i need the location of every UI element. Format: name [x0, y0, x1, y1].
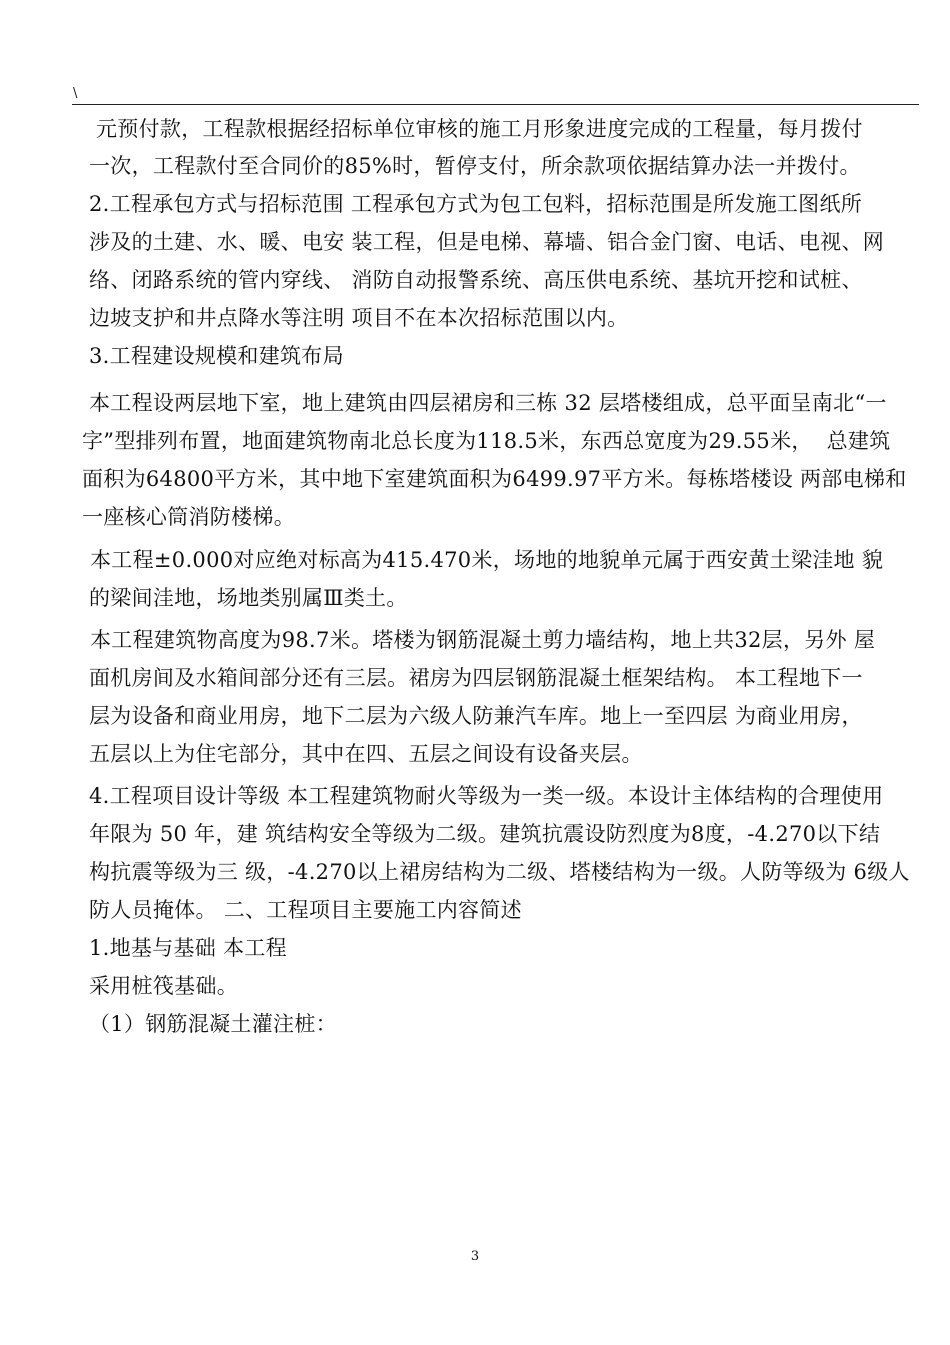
text-line: 字”型排列布置，地面建筑物南北总长度为118.5米，东西总宽度为29.55米， 总建筑 [82, 429, 891, 453]
text-line: 1.地基与基础 本工程 [82, 936, 287, 960]
text-line: 层为设备和商业用房，地下二层为六级人防兼汽车库。地上一至四层 为商业用房， [82, 704, 863, 728]
text-line: 3.工程建设规模和建筑布局 [82, 344, 344, 368]
text-line: 一座核心筒消防楼梯。 [82, 505, 295, 529]
text-line: 构抗震等级为三 级，-4.270以上裙房结构为二级、塔楼结构为一级。人防等级为 6级人 [82, 860, 910, 884]
text-line: 防人员掩体。 二、工程项目主要施工内容简述 [82, 898, 522, 922]
text-line: 采用桩筏基础。 [82, 974, 239, 998]
text-line: 边坡支护和井点降水等注明 项目不在本次招标范围以内。 [82, 306, 629, 330]
header-rule [72, 104, 919, 105]
text-line: 2.工程承包方式与招标范围 工程承包方式为包工包料，招标范围是所发施工图纸所 [82, 192, 863, 216]
text-line: 络、闭路系统的管内穿线、 消防自动报警系统、高压供电系统、基坑开挖和试桩、 [82, 268, 863, 292]
page-number: 3 [470, 1249, 480, 1264]
text-line: 面机房间及水箱间部分还有三层。裙房为四层钢筋混凝土框架结构。 本工程地下一 [82, 666, 863, 690]
header-mark: \ [73, 86, 78, 101]
text-line: （1）钢筋混凝土灌注桩： [82, 1012, 337, 1036]
text-line: 元预付款，工程款根据经招标单位审核的施工月形象进度完成的工程量，每月拨付 [96, 117, 863, 141]
text-line: 本工程±0.000对应绝对标高为415.470米，场地的地貌单元属于西安黄土梁洼地 貌 [90, 548, 884, 572]
text-line: 本工程建筑物高度为98.7米。塔楼为钢筋混凝土剪力墙结构，地上共32层，另外 屋 [90, 628, 876, 652]
text-line: 涉及的土建、水、暖、电安 装工程，但是电梯、幕墙、铝合金门窗、电话、电视、网 [82, 230, 885, 254]
text-line: 的梁间洼地，场地类别属Ⅲ类土。 [82, 586, 408, 610]
text-line: 五层以上为住宅部分，其中在四、五层之间设有设备夹层。 [82, 742, 643, 766]
text-line: 本工程设两层地下室，地上建筑由四层裙房和三栋 32 层塔楼组成，总平面呈南北“一 [82, 391, 887, 415]
text-line: 一次，工程款付至合同价的85%时，暂停支付，所余款项依据结算办法一并拨付。 [82, 154, 861, 178]
text-line: 面积为64800平方米，其中地下室建筑面积为6499.97平方米。每栋塔楼设 两部电梯和 [82, 467, 907, 491]
text-line: 4.工程项目设计等级 本工程建筑物耐火等级为一类一级。本设计主体结构的合理使用 [82, 784, 884, 808]
text-line: 年限为 50 年，建 筑结构安全等级为二级。建筑抗震设防烈度为8度，-4.270以下结 [82, 822, 881, 846]
